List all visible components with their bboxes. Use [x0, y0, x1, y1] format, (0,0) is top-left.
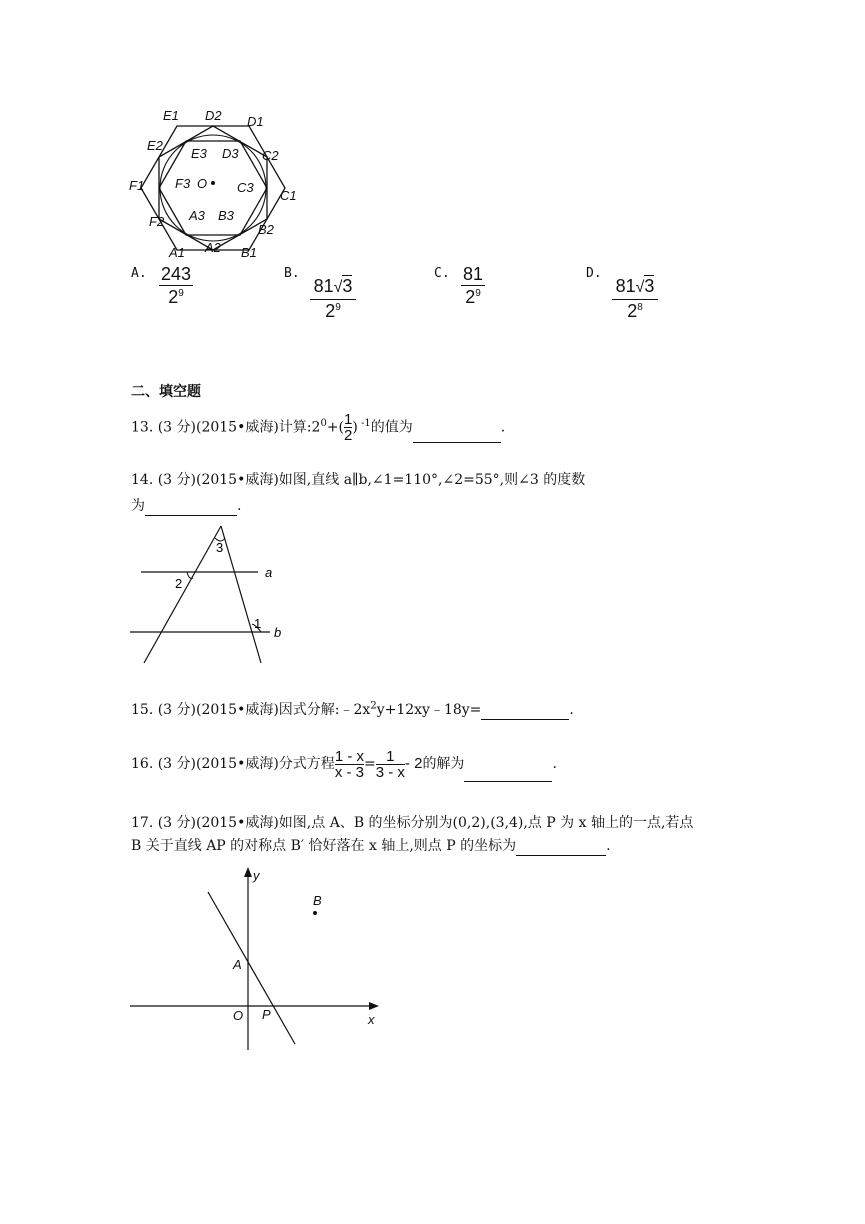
- label-C1: C1: [280, 188, 297, 203]
- option-d-value[interactable]: 81√3 $2^8$: [612, 276, 658, 321]
- q13-fraction: $\frac{1}{2}$: [344, 411, 353, 444]
- q16-answer-blank[interactable]: [464, 767, 552, 782]
- y-axis-arrow: [244, 867, 252, 877]
- label-A1: A1: [169, 245, 185, 260]
- label-O: O: [233, 1008, 244, 1023]
- parallel-lines-figure: [125, 520, 295, 670]
- label-F1: F1: [129, 178, 145, 193]
- label-angle-1: 1: [254, 616, 262, 631]
- q17-answer-blank[interactable]: [516, 841, 606, 856]
- section-title: 二、填空题: [131, 384, 201, 400]
- nested-hexagon-figure: [125, 100, 315, 265]
- q13-answer-blank[interactable]: [413, 428, 501, 443]
- left-transversal: [144, 526, 224, 663]
- option-d-label[interactable]: D.: [586, 266, 602, 281]
- label-C2: C2: [262, 148, 279, 163]
- label-A2: A2: [205, 240, 221, 255]
- label-angle-3: 3: [216, 540, 224, 555]
- label-D1: D1: [247, 114, 264, 129]
- label-E1: E1: [163, 108, 179, 123]
- label-B3: B3: [218, 208, 234, 223]
- label-line-b: b: [274, 625, 282, 640]
- label-C3: C3: [237, 180, 254, 195]
- line-AP: [208, 892, 295, 1044]
- right-transversal: [221, 526, 261, 663]
- x-axis-arrow: [369, 1002, 379, 1010]
- question-14-line2: 为 .: [131, 498, 242, 514]
- q14-answer-blank[interactable]: [145, 501, 237, 516]
- label-E2: E2: [147, 138, 163, 153]
- label-angle-2: 2: [175, 576, 183, 591]
- label-A: A: [233, 957, 242, 972]
- center-point: [211, 181, 215, 185]
- q15-answer-blank[interactable]: [481, 705, 569, 720]
- coordinate-figure: [125, 862, 390, 1057]
- question-15: 15. (3 分)(2015•威海)因式分解$:﹣2x^2y+12xy﹣18y=$ .: [131, 700, 574, 718]
- q16-fraction-1: $\frac{1 - x}{x - 3}$: [334, 747, 364, 781]
- label-D3: D3: [222, 146, 239, 161]
- option-b-value[interactable]: 81√3 $2^9$: [310, 276, 356, 321]
- label-line-a: a: [265, 565, 273, 580]
- label-A3: A3: [189, 208, 205, 223]
- label-F2: F2: [149, 214, 165, 229]
- option-a-value[interactable]: 243 $2^9$: [160, 264, 192, 307]
- question-17-line2: B 关于直线 AP 的对称点 B′ 恰好落在 x 轴上,则点 P 的坐标为 .: [131, 838, 611, 854]
- label-B1: B1: [241, 245, 257, 260]
- label-y: y: [253, 868, 260, 883]
- option-a-numerator: 243: [160, 264, 192, 284]
- label-F3: F3: [175, 176, 191, 191]
- label-B: B: [313, 893, 322, 908]
- option-c-label[interactable]: C.: [434, 266, 450, 281]
- question-17-line1: 17. (3 分)(2015•威海)如图,点 A、B 的坐标分别为(0,2),(3,4),点 P 为 x 轴上的一点,若点: [131, 815, 694, 831]
- q16-fraction-2: $\frac{1}{3 - x}$: [375, 747, 405, 781]
- label-E3: E3: [191, 146, 207, 161]
- option-c-value[interactable]: 81 $2^9$: [462, 264, 484, 307]
- label-B2: B2: [258, 222, 274, 237]
- question-14-line1: 14. (3 分)(2015•威海)如图,直线 a∥b,∠1=110°,∠2=55°,则∠3 的度数: [131, 472, 586, 488]
- point-B: [313, 911, 317, 915]
- option-a-label[interactable]: A.: [131, 266, 147, 281]
- label-O: O: [197, 176, 208, 191]
- question-16: 16. (3 分)(2015•威海)分式方程 $\frac{1 - x}{x - 3}$ = $\frac{1}{3 - x}$ - 2的解为 .: [131, 747, 557, 781]
- label-P: P: [262, 1007, 271, 1022]
- label-x: x: [368, 1012, 375, 1027]
- label-D2: D2: [205, 108, 222, 123]
- option-b-label[interactable]: B.: [284, 266, 300, 281]
- question-13: 13. (3 分)(2015•威海)计算$:2^0+$( $\frac{1}{2}$ ) $^{-1}$的值为 .: [131, 411, 506, 444]
